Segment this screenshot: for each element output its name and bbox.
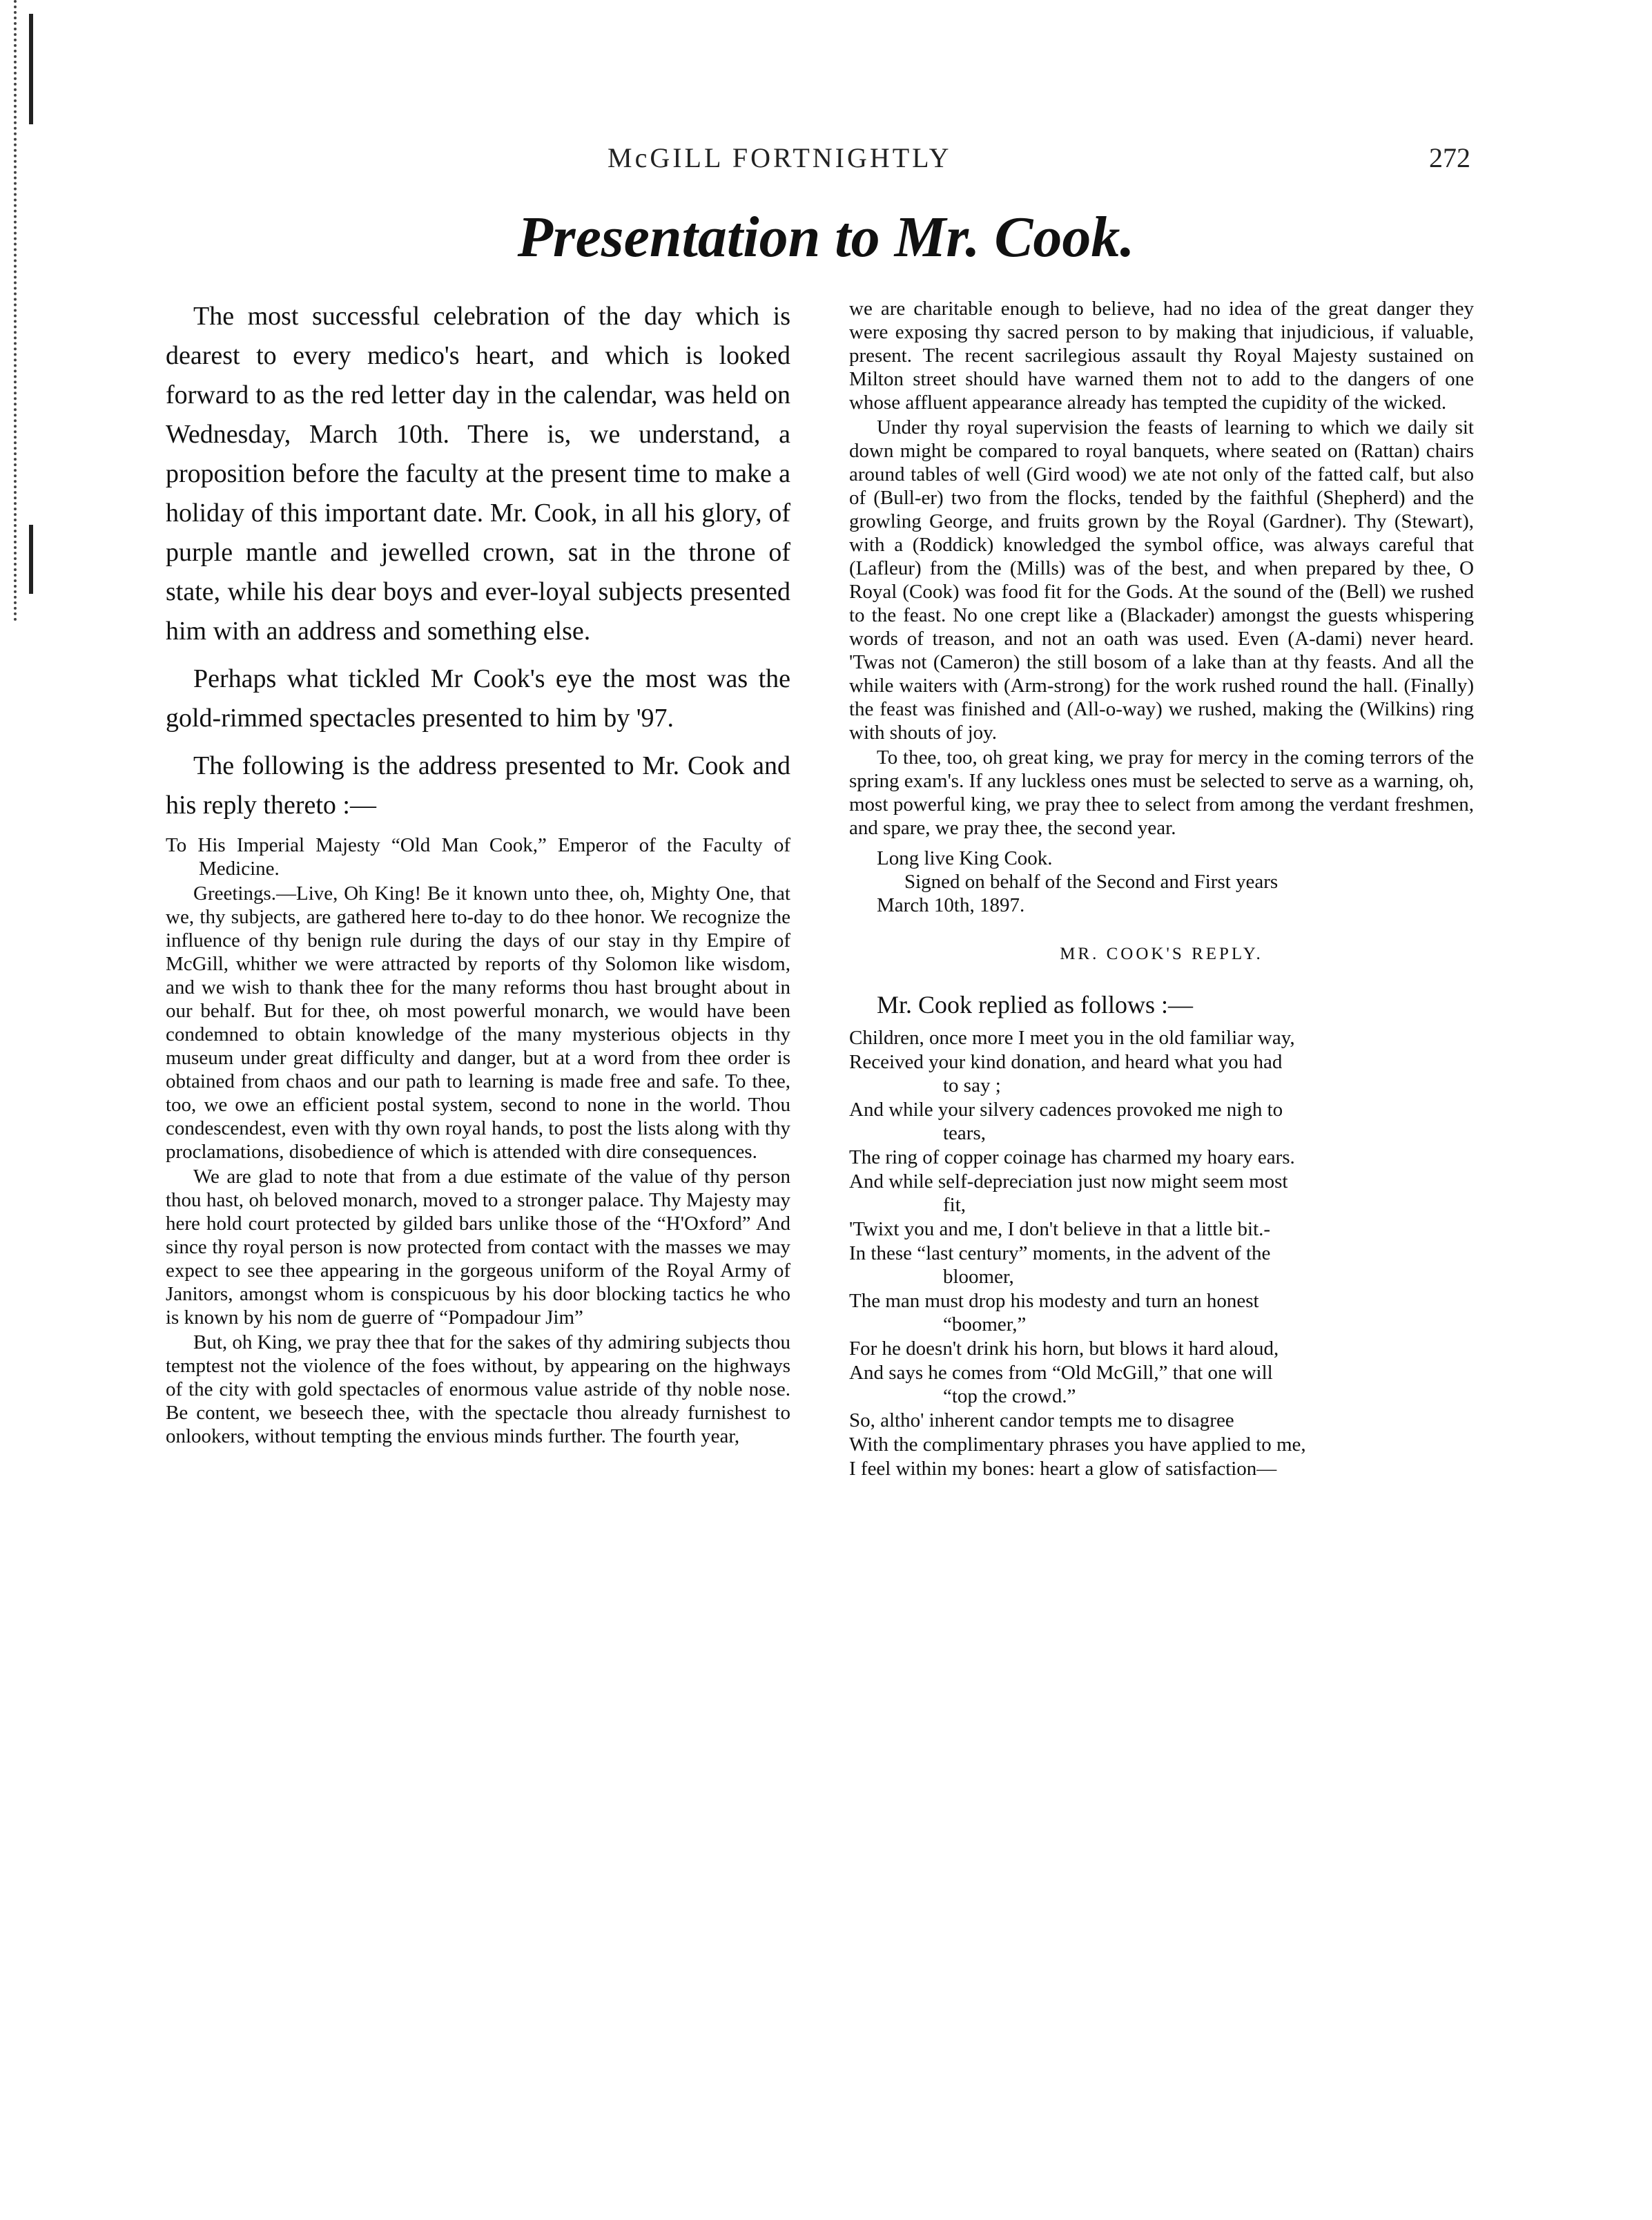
verse-line: So, altho' inherent candor tempts me to disagree [849,1409,1234,1431]
closing-line: Long live King Cook. [877,847,1053,869]
page-header [166,142,1546,183]
article-title: Presentation to Mr. Cook. [517,205,1135,269]
signed-line: Signed on behalf of the Second and First years [904,871,1279,893]
verse [849,1337,1474,1360]
verse [849,1457,1474,1480]
intro-paragraph: Perhaps what tickled Mr Cook's eye the most was the gold-rimmed spectacles presented to him by '97. [166,664,790,733]
verse-line: The man must drop his modesty and turn an honest [849,1290,1259,1312]
date-line: March 10th, 1897. [877,894,1025,916]
address-paragraph: But, oh King, we pray thee that for the sakes of thy admiring subjects thou temptest not the violence of the foes without, by appearing on the highways of the city with gold spectacles of enormous value astride of thy noble nose. Be content, we beseech thee, with the spectacle thou already furnishest to onlookers, without tempting the envious minds further. The fourth year, [166,1331,790,1447]
verse [849,1170,1474,1217]
intro-paragraph: The most successful celebration of the day which is dearest to every medico's heart, and which is looked forward to as the red letter day in the calendar, was held on Wednesday, March 10th. There is, we understand, a proposition before the faculty at the present time to make a holiday of this important date. Mr. Cook, in all his glory, of purple mantle and jewelled crown, sat in the throne of state, while his dear boys and ever-loyal subjects presented him with an address and something else. [166,302,790,646]
binding-edge [14,0,37,621]
verse [849,1098,1474,1145]
verse-line: And while your silvery cadences provoked me nigh to [849,1099,1283,1121]
verse [849,1361,1474,1408]
address-paragraph: To thee, too, oh great king, we pray for mercy in the coming terrors of the spring exam's. If any luckless ones must be selected to serve as a warning, oh, most powerful king, we pray thee to select from among the verdant freshmen, and spare, we pray thee, the second year. [849,746,1474,839]
page-number: 272 [1429,142,1470,173]
verse-line: I feel within my bones: heart a glow of satisfaction— [849,1458,1277,1480]
verse [849,1289,1474,1336]
verse-continuation: “boomer,” [943,1313,1027,1335]
verse-continuation: bloomer, [943,1266,1014,1288]
verse [849,1217,1474,1241]
address-paragraph: We are glad to note that from a due estimate of the value of thy person thou hast, oh beloved monarch, moved to a stronger palace. Thy Majesty may here hold court protected by gilded bars unlike those of the “H'Oxford” And since thy royal person is now protected from contact with the masses we may expect to see thee appearing in the gorgeous uniform of the Royal Army of Janitors, amongst whom is conspicuous by his door blocking tactics he who is known by his nom de guerre of “Pompadour Jim” [166,1166,790,1329]
verse [849,1050,1474,1097]
verse [849,1409,1474,1432]
running-title: McGILL FORTNIGHTLY [608,142,952,173]
intro-section [166,297,790,825]
verse-line: The ring of copper coinage has charmed my hoary ears. [849,1146,1295,1168]
reply-verses [849,1026,1474,1480]
reply-intro: Mr. Cook replied as follows :— [877,991,1193,1019]
left-column [166,297,790,1449]
reply-heading: MR. COOK'S REPLY. [1060,945,1263,963]
verse [849,1026,1474,1050]
verse-continuation: to say ; [943,1074,1001,1097]
address-continuation [849,297,1474,840]
verse-line: Received your kind donation, and heard what you had [849,1051,1283,1073]
verse [849,1146,1474,1169]
address-paragraph: Greetings.—Live, Oh King! Be it known unto thee, oh, Mighty One, that we, thy subjects, are gathered here to-day to do thee honor. We recognize the influence of thy benign rule during the days of our stay in thy Empire of McGill, whither we were attracted by reports of thy Solomon like wisdom, and we wish to thank thee for the many reforms thou hast brought about in our behalf. But for thee, oh most powerful monarch, we would have been condemned to obtain knowledge of the many mysterious objects in thy museum under great difficulty and danger, but at a word from thee order is obtained from chaos and our path to learning is made free and safe. To thee, too, we owe an efficient postal system, second to none in the world. Thou condescendest, even with thy own royal hands, to post the lists along with thy proclamations, disobedience of which is attended with dire consequences. [166,882,790,1163]
verse-continuation: fit, [943,1194,966,1216]
verse-line: In these “last century” moments, in the advent of the [849,1242,1271,1264]
address-body [166,882,790,1448]
verse-line: Children, once more I meet you in the old familiar way, [849,1027,1295,1049]
address-salutation: To His Imperial Majesty “Old Man Cook,” Emperor of the Faculty of Medicine. [166,834,790,880]
verse [849,1242,1474,1288]
verse-line: And while self-depreciation just now might seem most [849,1170,1288,1193]
verse-line: And says he comes from “Old McGill,” that one will [849,1362,1273,1384]
address-paragraph: we are charitable enough to believe, had no idea of the great danger they were exposing thy sacred person to by making that injudicious, if valuable, present. The recent sacrilegious assault thy Royal Majesty sustained on Milton street should have warned them not to add to the dangers of one whose affluent appearance already has tempted the cupidity of the wicked. [849,298,1474,414]
address-paragraph: Under thy royal supervision the feasts of learning to which we daily sit down might be compared to royal banquets, where seated on (Rattan) chairs around tables of well (Gird wood) we ate not only of the fatted calf, but also of (Bull-er) two from the flocks, tended by the faithful (Shepherd) and the growling George, and fruits grown by the Royal (Gardner). Thy (Stewart), with a (Roddick) knowledged the symbol office, was always careful that (Lafleur) from the (Mills) was of the best, and when prepared by thee, O Royal (Cook) was food fit for the Gods. At the sound of the (Bell) we rushed to the feast. No one crept like a (Blackader) amongst the guests whispering words of treason, and not an oath was used. Even (A-dami) never heard. 'Twas not (Cameron) the still bosom of a lake than at thy feasts. And all the while waiters with (Arm-strong) for the work rushed round the hall. (Finally) the feast was finished and (All-o-way) we rushed, making the (Wilkins) ring with shouts of joy. [849,416,1474,744]
verse-line: 'Twixt you and me, I don't believe in that a little bit.- [849,1218,1271,1240]
intro-paragraph: The following is the address presented to Mr. Cook and his reply thereto :— [166,751,790,820]
verse-line: For he doesn't drink his horn, but blows it hard aloud, [849,1338,1279,1360]
verse-continuation: tears, [943,1122,986,1144]
verse-continuation: “top the crowd.” [943,1385,1076,1407]
right-column [849,297,1474,1481]
verse-line: With the complimentary phrases you have applied to me, [849,1434,1306,1456]
verse [849,1433,1474,1456]
